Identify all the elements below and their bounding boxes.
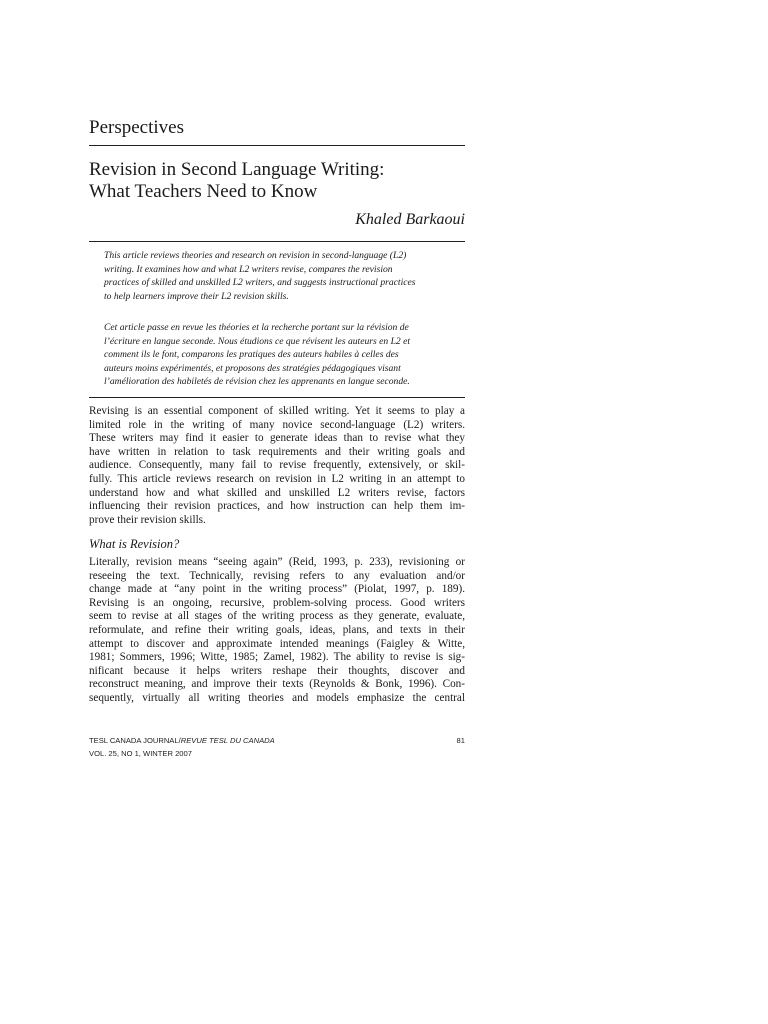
body-line: have written in relation to task requirements and their writing goals and [89, 445, 465, 458]
abstract-line: writing. It examines how and what L2 writers revise, compares the revision [104, 263, 393, 275]
journal-page [89, 0, 465, 1024]
abstract-english [104, 249, 465, 303]
body-line: fully. This article reviews research on revision in L2 writing in an attempt to [89, 472, 465, 485]
page-number: 81 [456, 736, 465, 745]
body-line: seem to revise at all stages of the writing process as they generate, evaluate, [89, 610, 465, 623]
page-footer [89, 735, 465, 760]
abstract-line: l’écriture en langue seconde. Nous étudions ce que révisent les auteurs en L2 et [104, 335, 411, 347]
body-line: change made at “any point in the writing process” (Piolat, 1997, p. 189). [89, 583, 465, 596]
abstract-line: auteurs moins expérimentés, et proposons des stratégies pédagogiques visant [104, 362, 401, 374]
body-line: nificant because it helps writers reshape their thoughts, discover and [89, 664, 465, 677]
article-title [89, 159, 384, 203]
section-heading: What is Revision? [89, 537, 180, 551]
abstract-line: Cet article passe en revue les théories et la recherche portant sur la révision de [104, 322, 409, 333]
journal-name-en: TESL CANADA JOURNAL/ [89, 736, 181, 745]
body-line: sequently, virtually all writing theories and models emphasize the central [89, 691, 465, 704]
body-line: prove their revision skills. [89, 513, 206, 526]
journal-name-fr: REVUE TESL DU CANADA [180, 736, 275, 745]
section-rule [89, 145, 465, 146]
intro-paragraph [89, 405, 465, 527]
body-line: Revising is an essential component of skilled writing. Yet it seems to play a [89, 405, 465, 417]
body-line: reseeing the text. Technically, revising refers to any evaluation and/or [89, 569, 465, 582]
body-line: audience. Consequently, many fail to revise frequently, extensively, or skil- [89, 459, 465, 472]
author-name: Khaled Barkaoui [355, 211, 465, 228]
body-line: limited role in the writing of many novice second-language (L2) writers. [89, 418, 465, 431]
body-line: attempt to discover and approximate intended meanings (Faigley & Witte, [89, 637, 465, 650]
body-line: Literally, revision means “seeing again” (Reid, 1993, p. 233), revisioning or [89, 556, 465, 568]
volume-info: VOL. 25, NO 1, WINTER 2007 [89, 748, 192, 758]
abstract-line: This article reviews theories and research on revision in second-language (L2) [104, 250, 407, 261]
article-title-line-1: Revision in Second Language Writing: [89, 159, 385, 180]
abstract-line: practices of skilled and unskilled L2 writers, and suggests instructional practices [104, 277, 416, 289]
abstract-line: l’amélioration des habiletés de révision chez les apprenants en langue seconde. [104, 376, 410, 388]
body-line: 1981; Sommers, 1996; Witte, 1985; Zamel, 1982). The ability to revise is sig- [89, 651, 465, 664]
section-label: Perspectives [89, 117, 184, 138]
revision-paragraph [89, 556, 465, 706]
abstract-line: comment ils le font, comparons les pratiques des auteurs habiles à celles des [104, 349, 399, 361]
body-line: understand how and what skilled and unskilled L2 writers revise, factors [89, 486, 465, 499]
abstract-line: to help learners improve their L2 revision skills. [104, 290, 289, 302]
article-title-line-2: What Teachers Need to Know [89, 181, 318, 202]
abstract-top-rule [89, 241, 465, 242]
journal-name [89, 735, 465, 748]
abstract-french [104, 321, 465, 389]
body-line: influencing their revision practices, and how instruction can help them im- [89, 500, 465, 513]
body-line: reconstruct meaning, and improve their texts (Reynolds & Bonk, 1996). Con- [89, 678, 465, 691]
body-line: Revising is an ongoing, recursive, problem-solving process. Good writers [89, 596, 465, 609]
abstract-bottom-rule [89, 397, 465, 398]
body-line: These writers may find it easier to generate ideas than to revise what they [89, 432, 465, 445]
body-line: reformulate, and refine their writing goals, ideas, plans, and texts in their [89, 623, 465, 636]
